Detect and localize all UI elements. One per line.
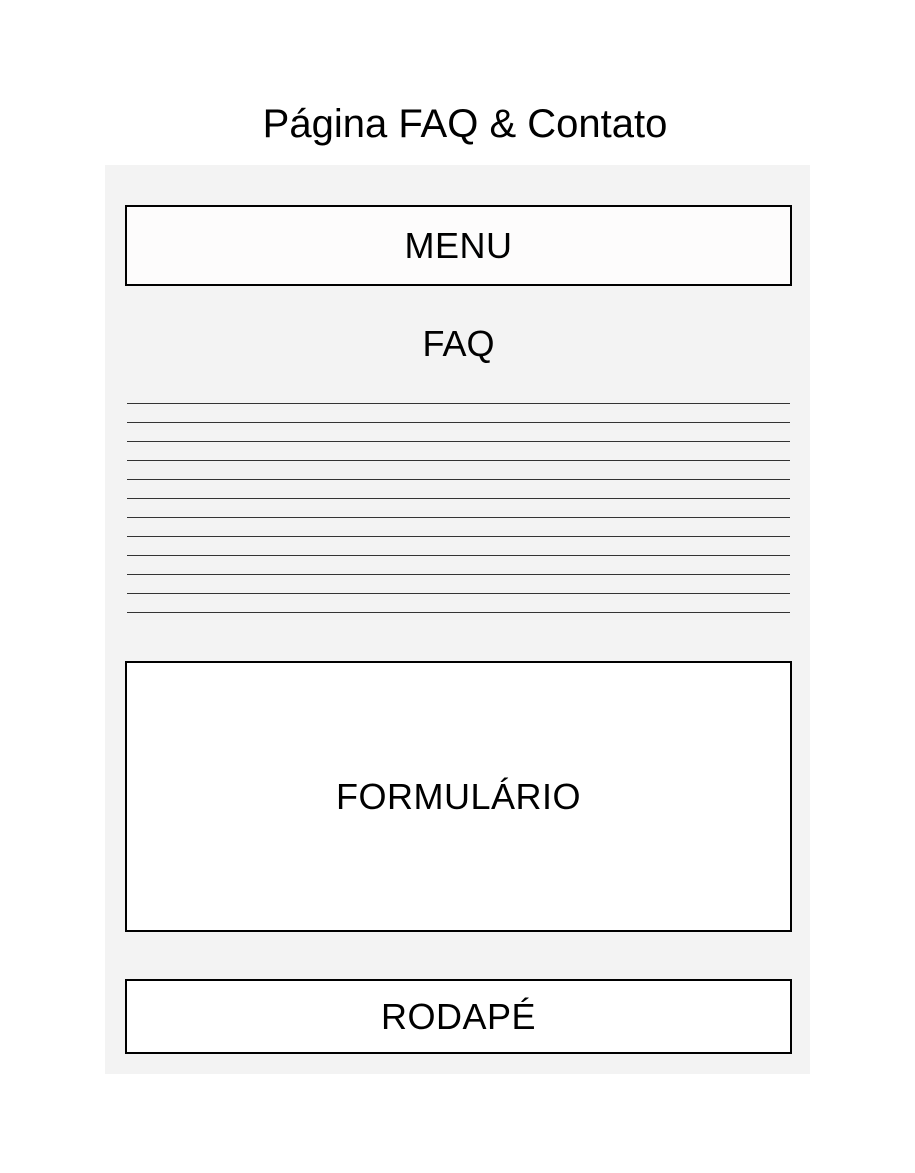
faq-line xyxy=(127,593,790,594)
faq-placeholder-lines xyxy=(127,403,790,613)
form-block xyxy=(125,661,792,932)
faq-line xyxy=(127,479,790,480)
menu-block xyxy=(125,205,792,286)
faq-line xyxy=(127,498,790,499)
menu-label: MENU xyxy=(404,224,513,266)
footer-label: RODAPÉ xyxy=(380,995,537,1037)
faq-line xyxy=(127,574,790,575)
faq-line xyxy=(127,555,790,556)
faq-line xyxy=(127,422,790,423)
faq-line xyxy=(127,403,790,404)
form-label: FORMULÁRIO xyxy=(335,775,581,817)
faq-line xyxy=(127,517,790,518)
footer-block xyxy=(125,979,792,1054)
faq-line xyxy=(127,441,790,442)
faq-line xyxy=(127,536,790,537)
page-title: Página FAQ & Contato xyxy=(262,102,668,146)
faq-line xyxy=(127,460,790,461)
faq-heading: FAQ xyxy=(422,323,495,364)
wireframe-frame xyxy=(105,165,810,1074)
faq-line xyxy=(127,612,790,613)
